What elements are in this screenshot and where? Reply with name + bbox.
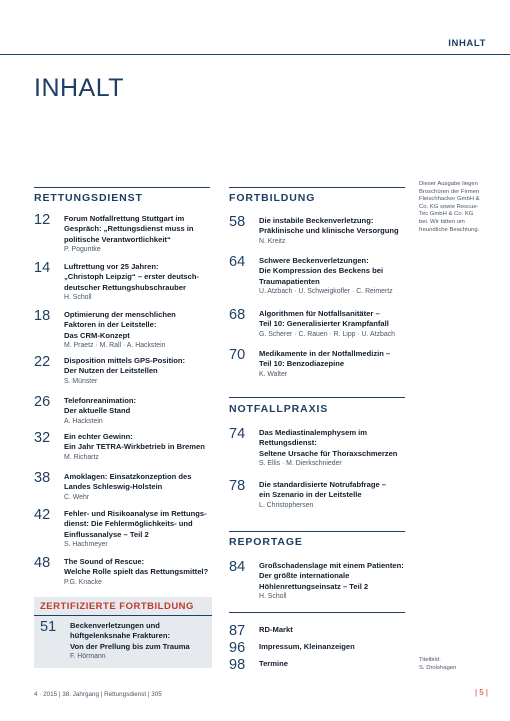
toc-authors: F. Hörmann <box>70 652 106 660</box>
toc-entry-body <box>64 356 185 387</box>
toc-title-line: Großschadenslage mit einem Patienten: <box>259 561 404 570</box>
note-line: Fleischhacker GmbH & <box>419 196 480 203</box>
note-line: Titelbild: <box>419 657 441 663</box>
toc-entry-body <box>259 428 397 469</box>
page-title: INHALT <box>34 74 125 102</box>
toc-title-line: Luftrettung vor 25 Jahren: <box>64 262 159 271</box>
toc-title-line: Das CRM-Konzept <box>64 330 130 340</box>
note-line: Dieser Ausgabe liegen <box>419 181 478 187</box>
note-line: Broschüren der Firmen <box>419 188 480 195</box>
note-line: bei. Wir bitten um <box>419 218 465 225</box>
toc-authors: M. Praetz · M. Rall · A. Hackstein <box>64 341 166 349</box>
toc-page-number: 18 <box>34 308 51 324</box>
toc-title-line: Von der Prellung bis zum Trauma <box>70 641 190 651</box>
toc-entry-body <box>259 480 386 511</box>
toc-title-line: Telefonreanimation: <box>64 396 137 405</box>
toc-page-number: 64 <box>229 254 246 270</box>
toc-authors: S. Ellis · M. Dierkschnieder <box>259 459 342 467</box>
toc-page-number: 70 <box>229 347 246 363</box>
toc-page-number: 68 <box>229 307 246 323</box>
toc-title-line: Schwere Beckenverletzungen: <box>259 256 369 265</box>
toc-authors: H. Scholl <box>64 293 92 301</box>
toc-title-line: Traumapatienten <box>259 276 320 286</box>
toc-page-number: 38 <box>34 470 51 486</box>
toc-title-line: Rettungsdienst: <box>259 438 317 448</box>
toc-title-line: deutscher Rettungshubschrauber <box>64 282 186 292</box>
toc-title-line: Optimierung der menschlichen <box>64 310 176 319</box>
toc-authors: N. Kreitz <box>259 237 286 245</box>
toc-title-line: Ein Jahr TETRA-Wirkbetrieb in Bremen <box>64 442 205 452</box>
section-rule <box>229 612 405 613</box>
toc-title-line: Gespräch: „Rettungsdienst muss in <box>64 224 194 234</box>
toc-title-line: Termine <box>259 659 288 668</box>
footer-issue-info: 4 · 2015 | 38. Jahrgang | Rettungsdienst | 305 <box>34 691 162 698</box>
toc-page-number: 32 <box>34 430 51 446</box>
toc-authors: H. Scholl <box>259 592 287 600</box>
toc-title-line: Ein echter Gewinn: <box>64 432 133 441</box>
toc-title-line: RD-Markt <box>259 625 293 634</box>
toc-title-line: Präklinische und klinische Versorgung <box>259 226 399 236</box>
toc-title-line: ein Szenario in der Leitstelle <box>259 490 362 500</box>
toc-title-line: Forum Notfallrettung Stuttgart im <box>64 214 185 223</box>
toc-title-line: Die standardisierte Notrufabfrage – <box>259 480 387 489</box>
cover-photo-credit <box>419 657 456 672</box>
toc-page-number: 98 <box>229 657 246 673</box>
toc-authors: A. Hackstein <box>64 417 103 425</box>
section-heading-reportage: REPORTAGE <box>229 536 303 548</box>
section-rule <box>229 187 405 188</box>
page-header <box>0 0 510 55</box>
toc-page-number: 12 <box>34 212 51 228</box>
toc-title-line: Teil 10: Benzodiazepine <box>259 359 345 369</box>
toc-title-line: Teil 10: Generalisierter Krampfanfall <box>259 319 389 329</box>
toc-title-line: Welche Rolle spielt das Rettungsmittel? <box>64 567 209 577</box>
toc-authors: M. Richartz <box>64 453 99 461</box>
toc-page-number: 14 <box>34 260 51 276</box>
toc-authors: G. Scherer · C. Rauen · R. Lipp · U. Atzbach <box>259 330 395 338</box>
toc-entry-body <box>259 642 355 652</box>
toc-title-line: Die Kompression des Beckens bei <box>259 266 384 276</box>
toc-title-line: politische Verantwortlichkeit“ <box>64 234 171 244</box>
toc-page-number: 48 <box>34 555 51 571</box>
toc-entry-body <box>64 472 191 503</box>
toc-entry-body <box>259 256 393 297</box>
toc-title-line: Der größte internationale <box>259 571 350 581</box>
toc-authors: P. Poguntke <box>64 245 101 253</box>
toc-entry-body <box>259 659 288 669</box>
toc-entry-body <box>259 561 404 602</box>
toc-title-line: Fehler- und Risikoanalyse im Rettungs- <box>64 509 207 518</box>
toc-page-number: 87 <box>229 623 246 639</box>
toc-entry-body <box>64 509 207 550</box>
supplement-note <box>419 181 491 234</box>
toc-page-number: 96 <box>229 640 246 656</box>
toc-title-line: Impressum, Kleinanzeigen <box>259 642 355 651</box>
toc-title-line: Algorithmen für Notfallsanitäter – <box>259 309 380 318</box>
section-rule <box>229 531 405 532</box>
toc-title-line: The Sound of Rescue: <box>64 557 145 566</box>
toc-entry-body <box>259 309 395 340</box>
section-heading-rettungsdienst: RETTUNGSDIENST <box>34 192 143 204</box>
toc-authors: K. Walter <box>259 370 288 378</box>
toc-title-line: Einflussanalyse – Teil 2 <box>64 529 149 539</box>
toc-page-number: 78 <box>229 478 246 494</box>
toc-entry-body <box>70 621 190 662</box>
toc-entry-body <box>64 214 194 255</box>
header-section-label: INHALT <box>448 38 486 49</box>
toc-authors: S. Münster <box>64 377 98 385</box>
toc-title-line: hüftgelenksnahe Frakturen: <box>70 631 171 641</box>
toc-title-line: Höhlenrettungseinsatz – Teil 2 <box>259 581 369 591</box>
toc-page-number: 84 <box>229 559 246 575</box>
toc-entry-body <box>259 216 399 247</box>
section-rule <box>34 187 210 188</box>
toc-page-number: 42 <box>34 507 51 523</box>
toc-title-line: dienst: Die Fehlermöglichkeits- und <box>64 519 193 529</box>
toc-title-line: Disposition mittels GPS-Position: <box>64 356 186 365</box>
toc-authors: C. Wehr <box>64 493 90 501</box>
toc-authors: P.G. Knacke <box>64 578 102 586</box>
toc-page-number: 51 <box>40 619 57 635</box>
toc-title-line: Seltene Ursache für Thoraxschmerzen <box>259 448 398 458</box>
note-line: S. Drolshagen <box>419 664 457 671</box>
toc-entry-body <box>64 310 176 351</box>
toc-title-line: Der aktuelle Stand <box>64 406 131 416</box>
section-rule <box>34 615 212 616</box>
section-heading-fortbildung: FORTBILDUNG <box>229 192 316 204</box>
header-rule <box>0 54 510 55</box>
toc-page-number: 26 <box>34 394 51 410</box>
note-line: freundliche Beachtung. <box>419 226 480 233</box>
toc-title-line: Das Mediastinalemphysem im <box>259 428 368 437</box>
toc-authors: L. Christophersen <box>259 501 314 509</box>
toc-title-line: Amoklagen: Einsatzkonzeption des <box>64 472 192 481</box>
toc-page-number: 22 <box>34 354 51 370</box>
toc-entry-body <box>64 557 208 588</box>
toc-entry-body <box>259 349 390 380</box>
toc-title-line: Medikamente in der Notfallmedizin – <box>259 349 391 358</box>
toc-page-number: 74 <box>229 426 246 442</box>
toc-title-line: Die instabile Beckenverletzung: <box>259 216 374 225</box>
section-heading-zertifizierte-fortbildung: ZERTIFIZIERTE FORTBILDUNG <box>40 601 194 612</box>
toc-title-line: „Christoph Leipzig“ – erster deutsch- <box>64 272 200 282</box>
toc-authors: U. Atzbach · U. Schweigkofler · C. Reimertz <box>259 287 393 295</box>
toc-entry-body <box>259 625 293 635</box>
section-rule <box>229 397 405 398</box>
toc-title-line: Landes Schleswig-Holstein <box>64 482 163 492</box>
toc-entry-body <box>64 396 136 427</box>
toc-authors: S. Hachmeyer <box>64 540 108 548</box>
toc-entry-body <box>64 262 199 303</box>
toc-title-line: Der Nutzen der Leitstellen <box>64 366 158 376</box>
note-line: Co. KG sowie Rescue- <box>419 203 479 210</box>
toc-title-line: Faktoren in der Leitstelle: <box>64 320 157 330</box>
note-line: Tec GmbH & Co. KG <box>419 211 474 218</box>
toc-title-line: Beckenverletzungen und <box>70 621 160 630</box>
toc-page-number: 58 <box>229 214 246 230</box>
footer-page-number: | 5 | <box>474 688 488 697</box>
section-heading-notfallpraxis: NOTFALLPRAXIS <box>229 403 329 415</box>
toc-entry-body <box>64 432 205 463</box>
